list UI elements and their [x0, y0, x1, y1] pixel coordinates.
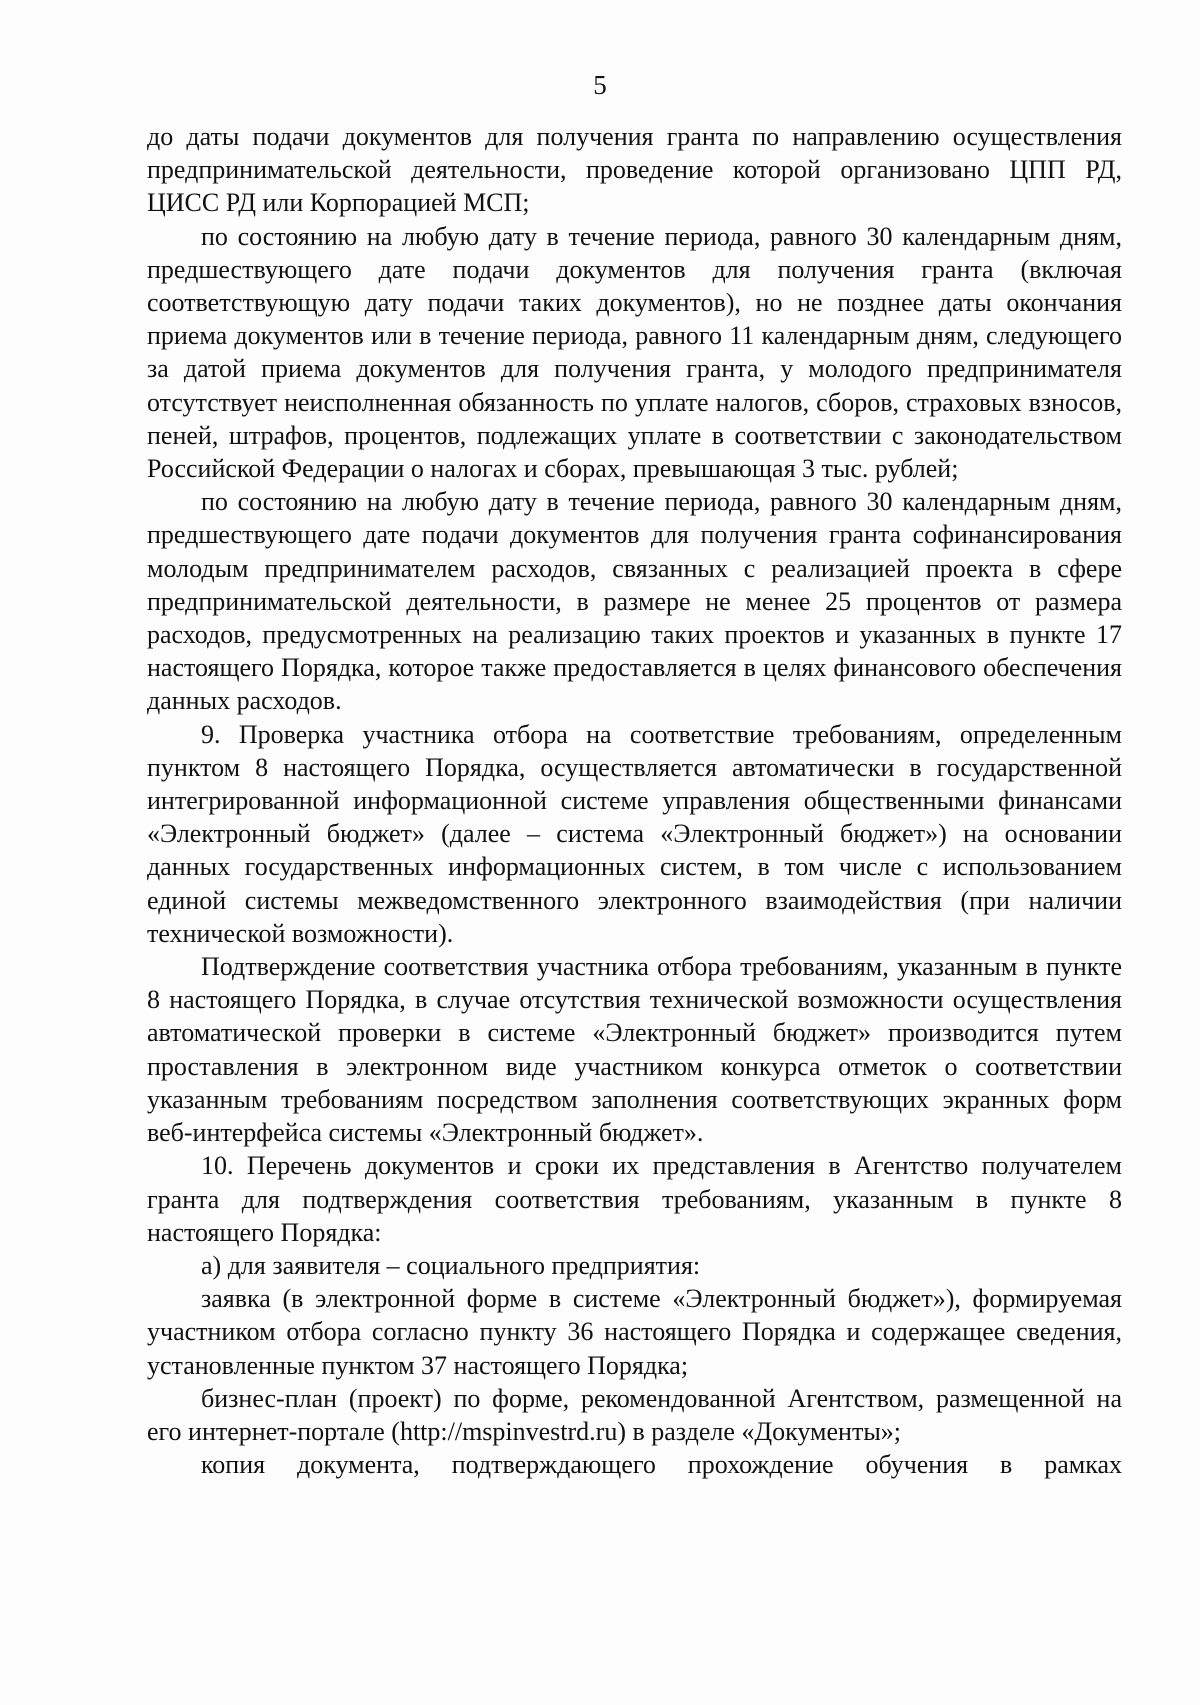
paragraph-0: до даты подачи документов для получения гранта по направлению осуществления предпринимательской деятельности, проведение которой организовано ЦПП РД, ЦИСС РД или Корпорацией МСП; [147, 122, 1122, 218]
paragraph-2: по состоянию на любую дату в течение периода, равного 30 календарным дням, предшествующего дате подачи документов для получения гранта софинансирования молодым предпринимателем расходов, связанных с реализацией проекта в сфере предпринимательской деятельности, в размере не менее 25 процентов от размера расходов, предусмотренных на реализацию таких проектов и указанных в пункте 17 настоящего Порядка, которое также предоставляется в целях финансового обеспечения данных расходов. [147, 487, 1122, 716]
paragraph-5: 10. Перечень документов и сроки их представления в Агентство получателем гранта для подтверждения соответствия требованиям, указанным в пункте 8 настоящего Порядка: [147, 1151, 1122, 1247]
page-number: 5 [593, 70, 607, 100]
paragraph-4: Подтверждение соответствия участника отбора требованиям, указанным в пункте 8 настоящего Порядка, в случае отсутствия технической возможности осуществления автоматической проверки в системе «Электронный бюджет» производится путем проставления в электронном виде участником конкурса отметок о соответствии указанным требованиям посредством заполнения соответствующих экранных форм веб-интерфейса системы «Электронный бюджет». [147, 952, 1122, 1148]
paragraph-3: 9. Проверка участника отбора на соответствие требованиям, определенным пунктом 8 настоящего Порядка, осуществляется автоматически в государственной интегрированной информационной системе управления общественными финансами «Электронный бюджет» (далее – система «Электронный бюджет») на основании данных государственных информационных систем, в том числе с использованием единой системы межведомственного электронного взаимодействия (при наличии технической возможности). [147, 719, 1122, 948]
paragraph-6: а) для заявителя – социального предприятия: [201, 1250, 701, 1280]
paragraph-8: бизнес-план (проект) по форме, рекомендованной Агентством, размещенной на его интернет-портале (http://mspinvestrd.ru) в разделе «Документы»; [147, 1383, 1122, 1446]
paragraph-1: по состоянию на любую дату в течение периода, равного 30 календарным дням, предшествующего дате подачи документов для получения гранта (включая соответствующую дату подачи таких документов), но не позднее даты окончания приема документов или в течение периода, равного 11 календарным дням, следующего за датой приема документов для получения гранта, у молодого предпринимателя отсутствует неисполненная обязанность по уплате налогов, сборов, страховых взносов, пеней, штрафов, процентов, подлежащих уплате в соответствии с законодательством Российской Федерации о налогах и сборах, превышающая 3 тыс. рублей; [147, 221, 1122, 484]
paragraph-9: копия документа, подтверждающего прохождение обучения в рамках [201, 1450, 1122, 1480]
document-body [147, 120, 1122, 1481]
paragraph-7: заявка (в электронной форме в системе «Электронный бюджет»), формируемая участником отбора согласно пункту 36 настоящего Порядка и содержащее сведения, установленные пунктом 37 настоящего Порядка; [147, 1284, 1122, 1380]
